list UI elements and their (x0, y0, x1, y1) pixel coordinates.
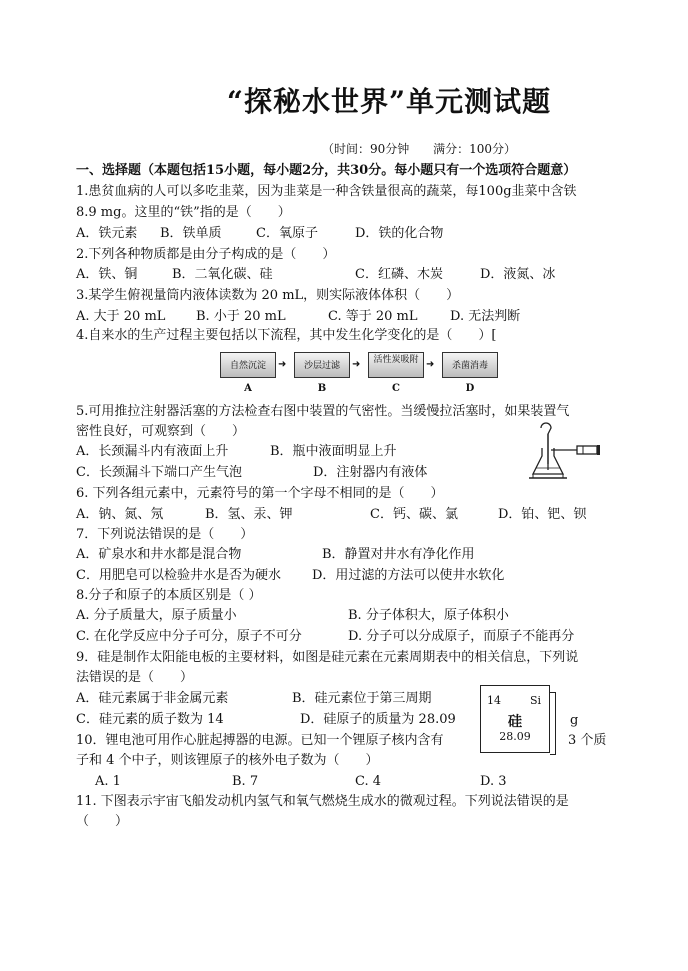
flow-step-b: 沙层过滤 (294, 352, 350, 378)
full-score: 满分：100分） (433, 142, 516, 156)
q5-option-d: D．注射器内有液体 (313, 465, 428, 480)
q1-option-a: A．铁元素 (76, 226, 138, 241)
q5-option-b: B．瓶中液面明显上升 (270, 444, 397, 459)
q2-option-d: D．液氮、冰 (480, 267, 556, 282)
page-title: “探秘水世界”单元测试题 (226, 85, 552, 118)
q3-stem: 3.某学生俯视量筒内液体读数为 20 mL，则实际液体体积（ ） (76, 288, 460, 303)
q6-option-c: C．钙、碳、氯 (370, 507, 458, 522)
q10-option-c: C. 4 (355, 774, 382, 789)
q9-option-c: C．硅元素的质子数为 14 (76, 712, 224, 727)
q8-option-a: A. 分子质量大，原子质量小 (76, 608, 237, 623)
q7-stem: 7．下列说法错误的是（ ） (76, 527, 254, 542)
q8-option-b: B. 分子体积大，原子体积小 (348, 608, 509, 623)
q10-option-a: A. 1 (95, 774, 121, 789)
q9-unit-g: g (570, 713, 579, 728)
q10-stem-2: 子和 4 个中子，则该锂原子的核外电子数为（ ） (76, 753, 379, 768)
flow-step-a: 自然沉淀 (220, 352, 276, 378)
flow-step-c: 活性炭吸附 (368, 352, 424, 378)
q10-stem-tail: 3 个质 (568, 733, 607, 748)
q5-option-c: C．长颈漏斗下端口产生气泡 (76, 465, 242, 480)
q1-option-b: B．铁单质 (160, 226, 222, 241)
q6-option-b: B．氢、汞、钾 (205, 507, 293, 522)
q3-option-a: A. 大于 20 mL (76, 309, 166, 324)
element-symbol: Si (529, 694, 541, 707)
q10-option-d: D. 3 (480, 774, 507, 789)
q9-option-a: A．硅元素属于非金属元素 (76, 691, 229, 706)
q7-option-c: C．用肥皂可以检验井水是否为硬水 (76, 568, 281, 583)
q1-stem: 1.患贫血病的人可以多吃韭菜，因为韭菜是一种含铁量很高的蔬菜，每100g韭菜中含铁 (76, 184, 577, 199)
q11-stem: 11. 下图表示宇宙飞船发动机内氢气和氧气燃烧生成水的微观过程。下列说法错误的是 (76, 794, 569, 809)
atomic-mass: 28.09 (499, 730, 531, 743)
q9-option-d: D．硅原子的质量为 28.09 (300, 712, 456, 727)
q5-stem: 5.可用推拉注射器活塞的方法检查右图中装置的气密性。当缓慢拉活塞时，如果装置气 (76, 404, 570, 419)
time-limit: （时间：90分钟 (321, 142, 410, 156)
flow-label-b: B (317, 383, 327, 394)
q7-option-d: D．用过滤的方法可以使井水软化 (312, 568, 505, 583)
q3-option-b: B. 小于 20 mL (196, 309, 286, 324)
flow-label-c: C (392, 383, 400, 394)
flow-label-d: D (465, 383, 475, 394)
element-card-silicon (480, 685, 550, 753)
q2-option-b: B．二氧化碳、硅 (172, 267, 273, 282)
flow-step-d: 杀菌消毒 (442, 352, 498, 378)
atomic-number: 14 (487, 694, 501, 707)
q7-option-b: B．静置对井水有净化作用 (322, 547, 475, 562)
q9-stem-2: 法错误的是（ ） (76, 670, 194, 685)
flow-arrow-icon: ➜ (278, 359, 287, 370)
q2-option-c: C．红磷、木炭 (355, 267, 443, 282)
flow-label-a: A (244, 383, 252, 394)
flow-arrow-icon: ➜ (352, 359, 361, 370)
q1-option-d: D．铁的化合物 (355, 226, 444, 241)
q6-stem: 6. 下列各组元素中，元素符号的第一个字母不相同的是（ ） (76, 486, 444, 501)
q2-option-a: A．铁、铜 (76, 267, 138, 282)
q8-stem: 8.分子和原子的本质区别是（ ） (76, 588, 262, 603)
q5-stem-2: 密性良好，可观察到（ ） (76, 424, 246, 439)
q9-stem: 9．硅是制作太阳能电板的主要材料，如图是硅元素在元素周期表中的相关信息，下列说 (76, 650, 579, 665)
q11-stem-2: （ ） (76, 814, 129, 829)
q1-option-c: C．氧原子 (256, 226, 318, 241)
q8-option-c: C. 在化学反应中分子可分，原子不可分 (76, 629, 302, 644)
q3-option-c: C. 等于 20 mL (328, 309, 418, 324)
exam-meta (0, 140, 688, 157)
water-treatment-flow (220, 352, 500, 400)
q7-option-a: A．矿泉水和井水都是混合物 (76, 547, 242, 562)
q6-option-d: D．铂、钯、钡 (498, 507, 587, 522)
q2-stem: 2.下列各种物质都是由分子构成的是（ ） (76, 247, 336, 262)
q6-option-a: A．钠、氮、氖 (76, 507, 164, 522)
q4-stem: 4.自来水的生产过程主要包括以下流程，其中发生化学变化的是（ ）[ (76, 328, 497, 343)
q10-option-b: B. 7 (232, 774, 259, 789)
flow-arrow-icon: ➜ (426, 359, 435, 370)
q1-stem-2: 8.9 mg。这里的“铁”指的是（ ） (76, 205, 291, 220)
q5-option-a: A．长颈漏斗内有液面上升 (76, 444, 229, 459)
element-name: 硅 (508, 714, 522, 730)
q8-option-d: D. 分子可以分成原子，而原子不能再分 (348, 629, 575, 644)
q9-option-b: B．硅元素位于第三周期 (292, 691, 432, 706)
section-heading: 一、选择题（本题包括15小题，每小题2分，共30分。每小题只有一个选项符合题意） (76, 163, 577, 178)
element-card-edge (550, 692, 556, 755)
q3-option-d: D. 无法判断 (450, 309, 521, 324)
apparatus-diagram (525, 420, 605, 482)
q10-stem: 10．锂电池可用作心脏起搏器的电源。已知一个锂原子核内含有 (76, 733, 444, 748)
